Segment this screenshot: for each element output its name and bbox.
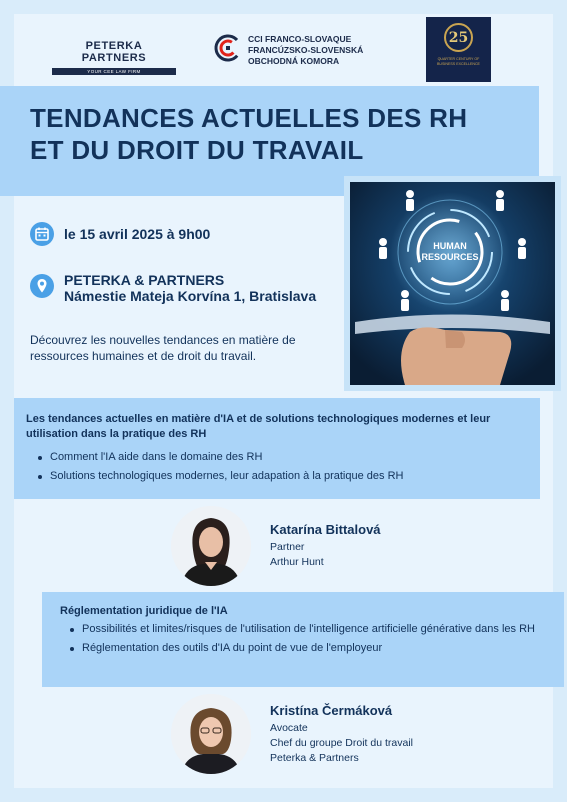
anniversary-number: 25 [448,29,469,46]
title-line: TENDANCES ACTUELLES DES RH [30,103,468,133]
cci-line: OBCHODNÁ KOMORA [248,56,340,66]
speaker-role: Partner [270,541,305,553]
location-pin-icon [30,274,54,298]
speaker-photo [171,506,251,586]
speaker-company: Arthur Hunt [270,556,324,568]
hero-image-frame [344,176,561,391]
cci-line: CCI FRANCO-SLOVAQUE [248,34,352,44]
list-item: Comment l'IA aide dans le domaine des RH [36,450,526,465]
session-title: Les tendances actuelles en matière d'IA et de solutions technologiques modernes et leur utilisation dans la pratique des RH [26,413,491,440]
hr-network-illustration [350,182,555,385]
cci-logo-text [248,34,363,67]
speaker-role: Avocate [270,722,308,734]
cci-mark-icon [214,34,242,62]
list-item: Solutions technologiques modernes, leur adapation à la pratique des RH [36,469,526,484]
event-date: le 15 avril 2025 à 9h00 [64,226,211,242]
list-item: Possibilités et limites/risques de l'utilisation de l'intelligence artificielle générative dans les RH [68,622,538,637]
page-title [30,102,467,166]
hero-screen-label: HUMAN [433,241,467,251]
session-bullets [68,622,538,660]
calendar-icon [30,222,54,246]
speaker-position: Chef du groupe Droit du travail [270,737,413,749]
hero-screen-label: RESOURCES [421,252,479,262]
anniversary-logo [426,17,491,82]
speaker-photo [171,694,251,774]
venue-address: Námestie Mateja Korvína 1, Bratislava [64,288,317,304]
speaker-name: Kristína Čermáková [270,703,393,718]
list-item: Réglementation des outils d'IA du point de vue de l'employeur [68,641,538,656]
session-title: Réglementation juridique de l'IA [60,605,228,617]
peterka-logo-name: PETERKA PARTNERS [81,40,147,64]
event-venue [64,272,316,304]
session-box [42,592,564,687]
peterka-partners-logo [52,40,176,75]
hero-image [350,182,555,385]
session-box [14,398,540,499]
cci-line: FRANCÚZSKO-SLOVENSKÁ [248,45,364,55]
session-bullets [36,450,526,488]
anniversary-caption: QUARTER CENTURY OF BUSINESS EXCELLENCE [437,57,480,66]
speaker-name: Katarína Bittalová [270,522,381,537]
peterka-logo-tagline: YOUR CEE LAW FIRM [52,68,176,75]
title-line: ET DU DROIT DU TRAVAIL [30,135,364,165]
anniversary-ring [444,23,473,52]
intro-text: Découvrez les nouvelles tendances en matière de ressources humaines et de droit du travail. [30,333,296,363]
cci-logo [214,32,384,68]
speaker-company: Peterka & Partners [270,752,359,764]
venue-name: PETERKA & PARTNERS [64,272,225,288]
